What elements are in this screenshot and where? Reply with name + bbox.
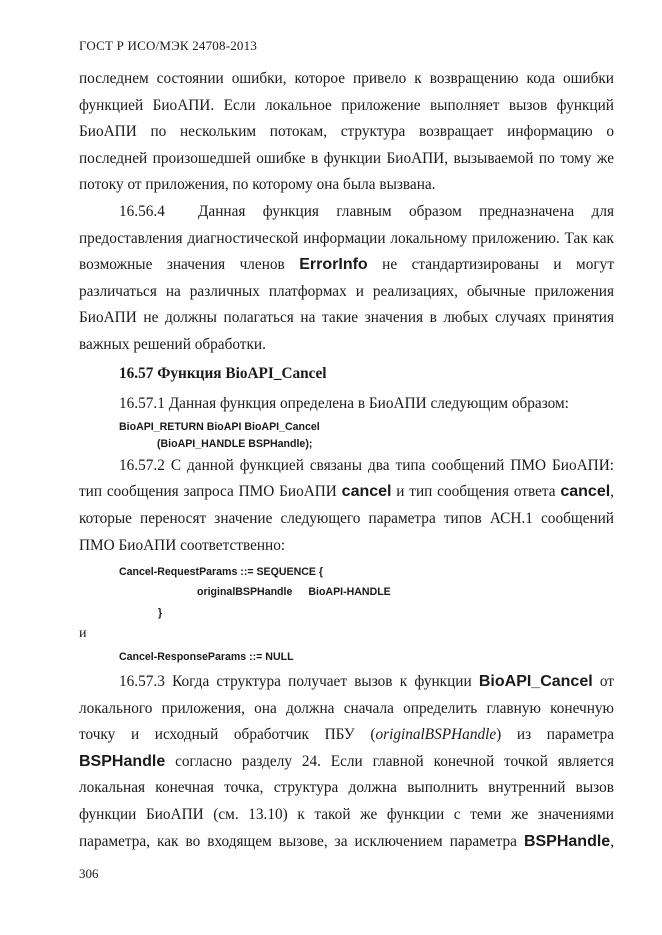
code-bsphandle-2: BSPHandle [523, 832, 611, 850]
clause-number: 16.56.4 [119, 202, 165, 220]
code-cancel-request: cancel [341, 483, 392, 501]
code-line-response-params: Cancel-ResponseParams ::= NULL [119, 651, 294, 664]
paragraph-16-57-2: 16.57.2 С данной функцией связаны два типа сообщений ПМО БиоАПИ: тип сообщения запроса ПМО БиоАПИ cancel и тип сообщения ответа cancel, которые переносят значение следующего параметра типов АСН.1 сообщений ПМО БиоАПИ соответственно: [79, 456, 614, 554]
paragraph-error-state: последнем состоянии ошибки, которое привело к возвращению кода ошибки функцией БиоАПИ. Если локальное приложение выполняет вызов функций БиоАПИ по нескольким потокам, структура возвращает информацию о последней произошедшей ошибке в функции БиоАПИ, вызываемой по тому же потоку от приложения, по которому она была вызвана. [79, 70, 614, 194]
italic-original-bsp-handle: originalBSPHandle [375, 726, 497, 744]
conjunction-and: и [79, 626, 87, 642]
code-cancel-response: cancel [560, 483, 611, 501]
code-bsphandle-1: BSPHandle [79, 752, 166, 770]
code-line-function-signature: BioAPI_RETURN BioAPI BioAPI_Cancel [119, 420, 320, 433]
section-heading-16-57: 16.57 Функция BioAPI_Cancel [119, 364, 327, 382]
paragraph-16-56-4: 16.56.4 Данная функция главным образом предназначена для предоставления диагностической информации локальному приложению. Так как возможные значения членов ErrorInfo не стандартизированы и могут различаться на различных платформах и реализациях, обычные приложения БиоАПИ не должны полагаться на такие значения в любых случаях принятия важных решений обработки. [79, 199, 614, 359]
code-line-function-params: (BioAPI_HANDLE BSPHandle); [157, 437, 313, 450]
paragraph-16-57-3: 16.57.3 Когда структура получает вызов к функции BioAPI_Cancel от локального приложения, она должна сначала определить главную конечную точку и исходный обработчик ПБУ (originalBSPHandle) из параметра BSPHandle согласно разделу 24. Если главной конечной точкой является локальная конечная точка, структура должна выполнить внутренний вызов функции БиоАПИ (см. 13.10) к такой же функции с теми же значениями параметра, как во входящем вызове, за исключением параметра BSPHandle, [79, 673, 615, 850]
document-header: ГОСТ Р ИСО/МЭК 24708-2013 [79, 38, 258, 53]
code-line-original-bsp-handle: originalBSPHandle BioAPI-HANDLE [197, 586, 391, 599]
paragraph-16-57-1: 16.57.1 Данная функция определена в БиоАПИ следующим образом: [119, 395, 569, 413]
page-number: 306 [79, 866, 99, 881]
code-line-closing-brace: } [158, 607, 163, 620]
code-bioapi-cancel: BioAPI_Cancel [478, 673, 593, 691]
code-line-request-params: Cancel-RequestParams ::= SEQUENCE { [119, 566, 323, 579]
code-errorinfo: ErrorInfo [299, 256, 368, 274]
document-body [79, 66, 614, 855]
